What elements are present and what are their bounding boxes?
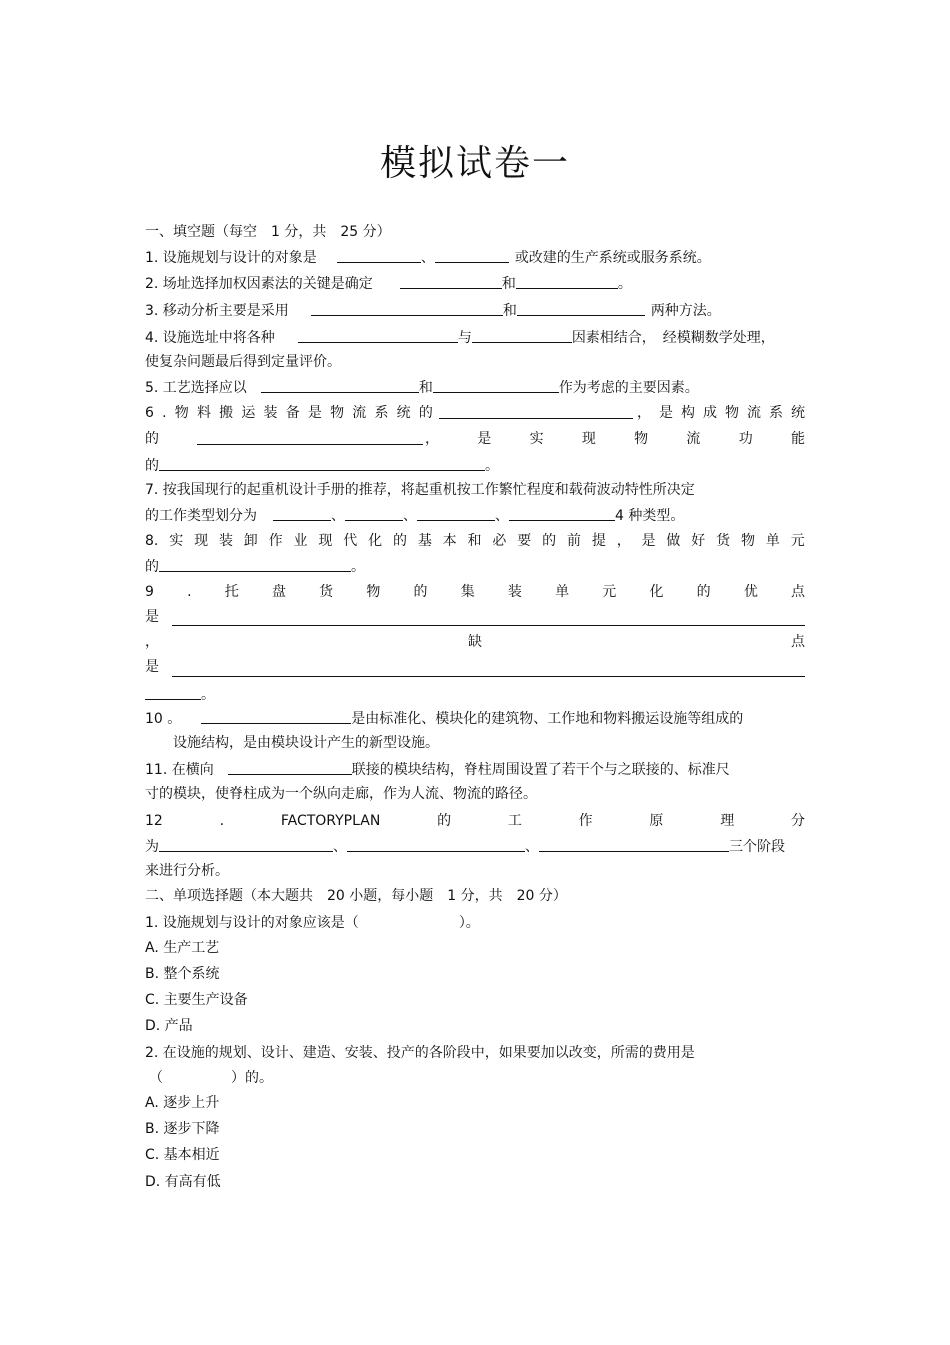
question-1-11: 11. 在横向 联接的模块结构，脊柱周围设置了若干个与之联接的、标准尺: [145, 759, 730, 780]
option-2-2-d[interactable]: D. 有高有低: [145, 1174, 221, 1190]
question-1-2: 2. 场址选择加权因素法的关键是确定 和 。: [145, 273, 632, 294]
question-1-12: 12 . FACTORYPLAN 的 工 作 原 理 分: [145, 813, 805, 829]
section-1-header: 一、填空题（每空 1 分，共 25 分）: [145, 224, 391, 240]
question-1-9-end: 。: [145, 684, 215, 705]
q9-label-shi-1: 是: [145, 609, 159, 625]
blank[interactable]: [261, 377, 419, 393]
option-2-2-b[interactable]: B. 逐步下降: [145, 1121, 220, 1137]
blank[interactable]: [517, 300, 645, 316]
question-1-12-end: 来进行分析。: [145, 863, 229, 879]
question-1-11-cont: 寸的模块，使脊柱成为一个纵向走廊，作为人流、物流的路径。: [145, 786, 537, 802]
question-1-4-cont: 使复杂问题最后得到定量评价。: [145, 354, 341, 370]
blank[interactable]: [201, 708, 351, 724]
blank[interactable]: [345, 505, 403, 521]
blank[interactable]: [516, 273, 618, 289]
option-2-1-d[interactable]: D. 产品: [145, 1018, 193, 1034]
question-1-7-cont: 的工作类型划分为 、 、 、 4 种类型。: [145, 505, 684, 526]
blank[interactable]: [311, 300, 503, 316]
question-1-6-line-3: 的 。: [145, 455, 499, 476]
question-1-10: 10 。 是由标准化、模块化的建筑物、工作地和物料搬运设施等组成的: [145, 708, 743, 729]
question-2-2: 2. 在设施的规划、设计、建造、安装、投产的各阶段中，如果要加以改变，所需的费用是: [145, 1045, 695, 1061]
q6-part-b: ， 是 构 成 物 流 系 统: [637, 405, 805, 421]
option-2-2-a[interactable]: A. 逐步上升: [145, 1095, 220, 1111]
q6-part-d: ， 是 实 现 物 流 功 能: [425, 431, 805, 447]
option-2-1-b[interactable]: B. 整个系统: [145, 966, 220, 982]
blank[interactable]: [400, 273, 502, 289]
blank[interactable]: [417, 505, 495, 521]
blank[interactable]: [159, 455, 485, 471]
blank[interactable]: [197, 429, 423, 445]
question-1-3: 3. 移动分析主要是采用 和 两种方法。: [145, 300, 721, 321]
question-1-4: 4. 设施选址中将各种 与 因素相结合， 经模糊数学处理，: [145, 327, 775, 348]
question-2-2-cont: （ ）的。: [149, 1070, 273, 1086]
question-1-8: 8. 实 现 装 卸 作 业 现 代 化 的 基 本 和 必 要 的 前 提 ， 是 做 好 货 物 单 元: [145, 533, 805, 549]
question-1-5: 5. 工艺选择应以 和 作为考虑的主要因素。: [145, 377, 699, 398]
question-1-6: [145, 403, 805, 423]
blank[interactable]: [509, 505, 615, 521]
blank[interactable]: [298, 327, 458, 343]
question-2-1: 1. 设施规划与设计的对象应该是（ ）。: [145, 915, 480, 931]
question-1-9: 9 . 托 盘 货 物 的 集 装 单 元 化 的 优 点: [145, 584, 805, 600]
blank[interactable]: [228, 759, 352, 775]
blank[interactable]: [159, 556, 351, 572]
blank[interactable]: [472, 327, 572, 343]
option-2-1-c[interactable]: C. 主要生产设备: [145, 992, 248, 1008]
blank[interactable]: [172, 676, 805, 677]
question-1-6-line-2: 的 ， 是 实 现 物 流 功 能: [145, 431, 805, 447]
section-2-header: 二、单项选择题（本大题共 20 小题，每小题 1 分，共 20 分）: [145, 888, 567, 904]
option-2-2-c[interactable]: C. 基本相近: [145, 1147, 220, 1163]
blank[interactable]: [435, 247, 509, 263]
question-1-8-cont: 的 。: [145, 556, 365, 577]
question-1-12-cont: 为 、 、 三个阶段: [145, 836, 785, 857]
question-1-10-cont: 设施结构，是由模块设计产生的新型设施。: [173, 735, 439, 751]
blank[interactable]: [159, 836, 333, 852]
question-1-9-line-3: ， 缺 点: [145, 634, 805, 650]
blank[interactable]: [172, 625, 805, 626]
blank[interactable]: [439, 403, 633, 419]
blank[interactable]: [337, 247, 421, 263]
blank[interactable]: [145, 684, 201, 700]
blank[interactable]: [273, 505, 331, 521]
q9-label-shi-2: 是: [145, 659, 159, 675]
blank[interactable]: [347, 836, 525, 852]
page-title: 模拟试卷一: [379, 143, 570, 184]
q6-part-a: 6 . 物 料 搬 运 装 备 是 物 流 系 统 的: [145, 405, 433, 421]
blank[interactable]: [433, 377, 559, 393]
question-1-7: 7. 按我国现行的起重机设计手册的推荐，将起重机按工作繁忙程度和载荷波动特性所决定: [145, 482, 695, 498]
question-1-1: 1. 设施规划与设计的对象是 、 或改建的生产系统或服务系统。: [145, 247, 711, 268]
blank[interactable]: [539, 836, 729, 852]
option-2-1-a[interactable]: A. 生产工艺: [145, 940, 220, 956]
